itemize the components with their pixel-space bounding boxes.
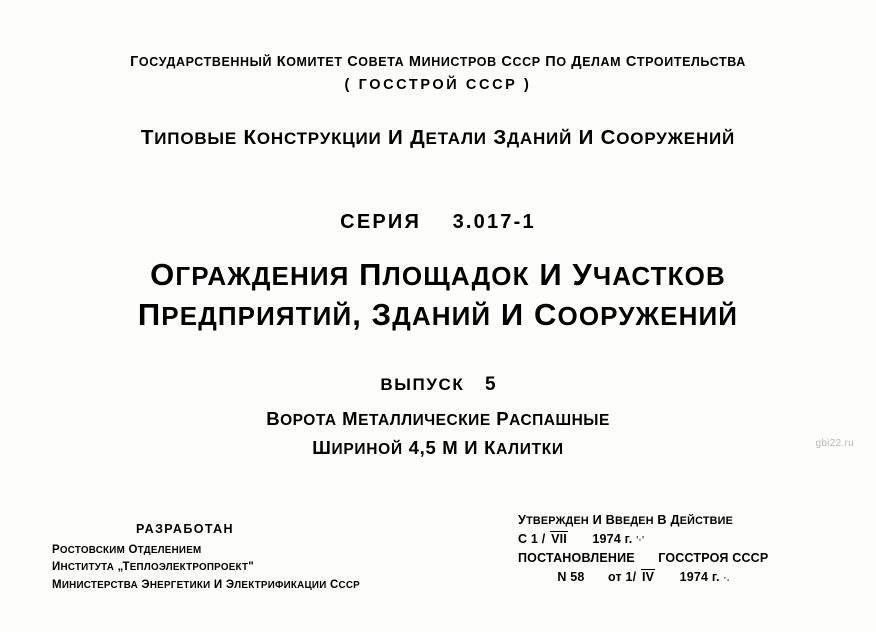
committee-line: ГОСУДАРСТВЕННЫЙ КОМИТЕТ СОВЕТА МИНИСТРОВ СССР ПО ДЕЛАМ СТРОИТЕЛЬСТВА — [130, 54, 746, 70]
resolution-month-roman — [640, 570, 656, 584]
resolution-date-prefix: от 1/ — [607, 570, 637, 584]
resolution-year: 1974 г. — [679, 570, 720, 584]
developed-by-line-1: РОСТОВСКИМ ОТДЕЛЕНИЕМ — [52, 544, 202, 556]
series-line — [0, 211, 876, 234]
resolution-label: ПОСТАНОВЛЕНИЕ — [518, 551, 635, 565]
approved-date-row — [518, 532, 848, 546]
ink-smudge: ·. — [723, 573, 730, 584]
series-label: СЕРИЯ — [340, 211, 422, 233]
approved-title: УТВЕРЖДЕН И ВВЕДЕН В ДЕЙСТВИЕ — [518, 513, 734, 527]
resolution-number-row — [518, 570, 848, 584]
developed-by-block — [52, 522, 452, 594]
developed-by-line-3: МИНИСТЕРСТВА ЭНЕРГЕТИКИ И ЭЛЕКТРИФИКАЦИИ СССР — [52, 578, 360, 591]
issue-number: 5 — [485, 374, 496, 395]
watermark: gbi22.ru — [815, 438, 854, 449]
main-title — [0, 255, 876, 334]
developed-by-line-2: ИНСТИТУТА „ТЕПЛОЭЛЕКТРОПРОЕКТ" — [52, 561, 254, 574]
approved-year: 1974 г. — [592, 532, 633, 546]
typical-constructions-line: ТИПОВЫЕ КОНСТРУКЦИИ И ДЕТАЛИ ЗДАНИЙ И СООРУЖЕНИЙ — [140, 126, 736, 149]
resolution-row — [518, 551, 848, 565]
ink-smudge: '·' — [636, 535, 645, 546]
series-number: 3.017-1 — [452, 211, 536, 233]
header-block — [0, 52, 876, 93]
resolution-number: N 58 — [557, 570, 585, 584]
issue-description-line-2: ШИРИНОЙ 4,5 М И КАЛИТКИ — [312, 437, 564, 458]
main-title-line-2: ПРЕДПРИЯТИЙ, ЗДАНИЙ И СООРУЖЕНИЙ — [137, 296, 739, 332]
approved-month-roman — [549, 532, 569, 546]
main-title-line-1: ОГРАЖДЕНИЯ ПЛОЩАДОК И УЧАСТКОВ — [150, 257, 726, 292]
approved-date-prefix: С 1 / — [518, 532, 546, 546]
resolution-month-roman-value: IV — [642, 570, 655, 584]
issue-block — [0, 374, 876, 459]
approved-block — [518, 513, 848, 584]
approved-month-roman-value: VII — [551, 532, 567, 546]
gosstroy-line: ( ГОССТРОЙ СССР ) — [344, 77, 532, 94]
issue-label: ВЫПУСК — [380, 375, 465, 394]
resolution-authority: ГОССТРОЯ СССР — [658, 551, 769, 565]
developed-by-details — [52, 542, 452, 594]
issue-description-line-1: ВОРОТА МЕТАЛЛИЧЕСКИЕ РАСПАШНЫЕ — [266, 408, 610, 429]
issue-label-row — [0, 374, 876, 396]
developed-by-title: РАЗРАБОТАН — [136, 522, 234, 536]
